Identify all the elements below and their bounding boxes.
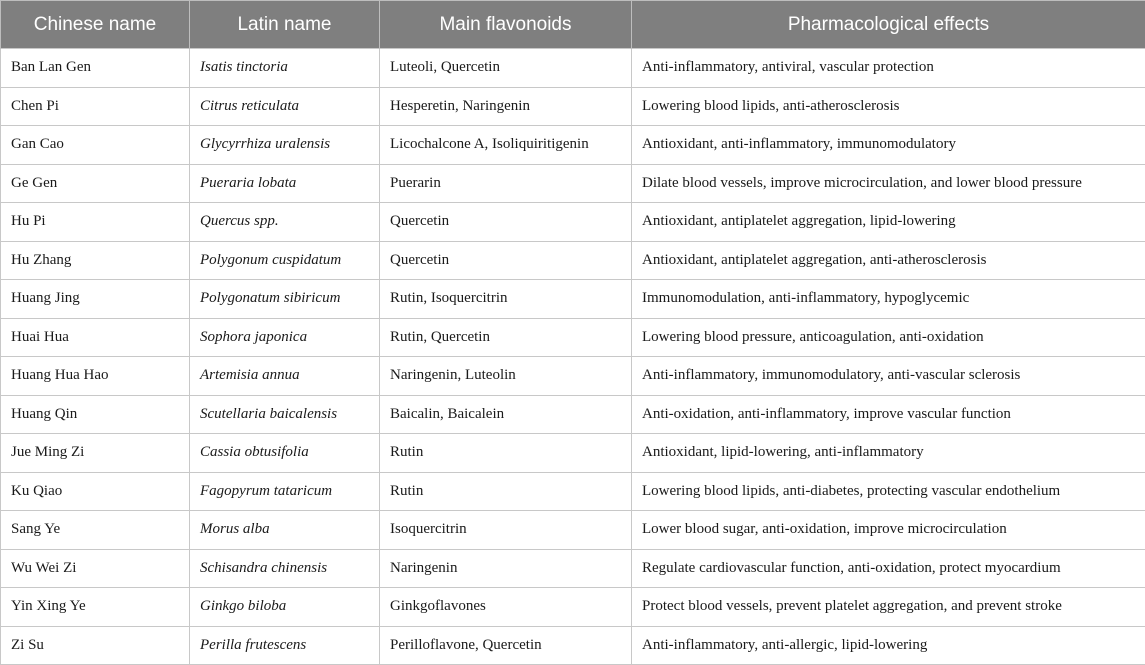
- table-row: [1, 626, 1145, 665]
- header-main-flavonoids: Main flavonoids: [380, 1, 632, 49]
- flavonoids-cell: Quercetin: [380, 203, 632, 242]
- latin-name-cell: Perilla frutescens: [190, 626, 380, 665]
- flavonoids-cell: Rutin: [380, 434, 632, 473]
- latin-name-cell: Quercus spp.: [190, 203, 380, 242]
- effects-cell: Lower blood sugar, anti-oxidation, improve microcirculation: [632, 511, 1145, 550]
- flavonoids-cell: Rutin, Isoquercitrin: [380, 280, 632, 319]
- header-chinese-name: Chinese name: [1, 1, 190, 49]
- chinese-name-cell: Huang Qin: [1, 395, 190, 434]
- latin-name-cell: Glycyrrhiza uralensis: [190, 126, 380, 165]
- effects-cell: Immunomodulation, anti-inflammatory, hypoglycemic: [632, 280, 1145, 319]
- table-row: [1, 588, 1145, 627]
- flavonoids-cell: Hesperetin, Naringenin: [380, 87, 632, 126]
- table-row: [1, 357, 1145, 396]
- table-row: [1, 280, 1145, 319]
- table-row: [1, 203, 1145, 242]
- latin-name-cell: Scutellaria baicalensis: [190, 395, 380, 434]
- effects-cell: Antioxidant, antiplatelet aggregation, anti-atherosclerosis: [632, 241, 1145, 280]
- effects-cell: Anti-inflammatory, antiviral, vascular protection: [632, 49, 1145, 88]
- header-row: [1, 1, 1145, 49]
- chinese-name-cell: Huang Hua Hao: [1, 357, 190, 396]
- chinese-name-cell: Chen Pi: [1, 87, 190, 126]
- table-body: [1, 49, 1145, 665]
- latin-name-cell: Schisandra chinensis: [190, 549, 380, 588]
- effects-cell: Anti-inflammatory, immunomodulatory, anti-vascular sclerosis: [632, 357, 1145, 396]
- chinese-name-cell: Ge Gen: [1, 164, 190, 203]
- table-row: [1, 434, 1145, 473]
- flavonoids-cell: Licochalcone A, Isoliquiritigenin: [380, 126, 632, 165]
- table-row: [1, 395, 1145, 434]
- table-row: [1, 549, 1145, 588]
- chinese-name-cell: Wu Wei Zi: [1, 549, 190, 588]
- effects-cell: Lowering blood lipids, anti-diabetes, protecting vascular endothelium: [632, 472, 1145, 511]
- flavonoids-cell: Naringenin, Luteolin: [380, 357, 632, 396]
- effects-cell: Anti-inflammatory, anti-allergic, lipid-lowering: [632, 626, 1145, 665]
- flavonoids-cell: Rutin: [380, 472, 632, 511]
- table-header: [1, 1, 1145, 49]
- flavonoids-cell: Luteoli, Quercetin: [380, 49, 632, 88]
- effects-cell: Antioxidant, anti-inflammatory, immunomodulatory: [632, 126, 1145, 165]
- effects-cell: Lowering blood pressure, anticoagulation, anti-oxidation: [632, 318, 1145, 357]
- chinese-name-cell: Huai Hua: [1, 318, 190, 357]
- chinese-name-cell: Ban Lan Gen: [1, 49, 190, 88]
- flavonoids-cell: Isoquercitrin: [380, 511, 632, 550]
- table-row: [1, 164, 1145, 203]
- flavonoids-cell: Naringenin: [380, 549, 632, 588]
- flavonoids-cell: Puerarin: [380, 164, 632, 203]
- chinese-name-cell: Jue Ming Zi: [1, 434, 190, 473]
- effects-cell: Antioxidant, lipid-lowering, anti-inflammatory: [632, 434, 1145, 473]
- latin-name-cell: Polygonum cuspidatum: [190, 241, 380, 280]
- table-row: [1, 318, 1145, 357]
- header-latin-name: Latin name: [190, 1, 380, 49]
- latin-name-cell: Morus alba: [190, 511, 380, 550]
- table-row: [1, 87, 1145, 126]
- table-row: [1, 472, 1145, 511]
- chinese-name-cell: Ku Qiao: [1, 472, 190, 511]
- effects-cell: Lowering blood lipids, anti-atherosclerosis: [632, 87, 1145, 126]
- table-row: [1, 126, 1145, 165]
- effects-cell: Anti-oxidation, anti-inflammatory, improve vascular function: [632, 395, 1145, 434]
- flavonoids-cell: Perilloflavone, Quercetin: [380, 626, 632, 665]
- latin-name-cell: Citrus reticulata: [190, 87, 380, 126]
- effects-cell: Antioxidant, antiplatelet aggregation, lipid-lowering: [632, 203, 1145, 242]
- latin-name-cell: Sophora japonica: [190, 318, 380, 357]
- latin-name-cell: Isatis tinctoria: [190, 49, 380, 88]
- table-row: [1, 49, 1145, 88]
- latin-name-cell: Polygonatum sibiricum: [190, 280, 380, 319]
- latin-name-cell: Pueraria lobata: [190, 164, 380, 203]
- table-row: [1, 511, 1145, 550]
- table-row: [1, 241, 1145, 280]
- effects-cell: Regulate cardiovascular function, anti-oxidation, protect myocardium: [632, 549, 1145, 588]
- header-pharmacological-effects: Pharmacological effects: [632, 1, 1145, 49]
- latin-name-cell: Fagopyrum tataricum: [190, 472, 380, 511]
- flavonoids-cell: Ginkgoflavones: [380, 588, 632, 627]
- chinese-name-cell: Gan Cao: [1, 126, 190, 165]
- flavonoids-cell: Rutin, Quercetin: [380, 318, 632, 357]
- effects-cell: Protect blood vessels, prevent platelet aggregation, and prevent stroke: [632, 588, 1145, 627]
- effects-cell: Dilate blood vessels, improve microcirculation, and lower blood pressure: [632, 164, 1145, 203]
- chinese-name-cell: Yin Xing Ye: [1, 588, 190, 627]
- chinese-name-cell: Huang Jing: [1, 280, 190, 319]
- chinese-name-cell: Hu Zhang: [1, 241, 190, 280]
- latin-name-cell: Artemisia annua: [190, 357, 380, 396]
- chinese-name-cell: Sang Ye: [1, 511, 190, 550]
- latin-name-cell: Cassia obtusifolia: [190, 434, 380, 473]
- latin-name-cell: Ginkgo biloba: [190, 588, 380, 627]
- flavonoids-cell: Quercetin: [380, 241, 632, 280]
- chinese-name-cell: Hu Pi: [1, 203, 190, 242]
- flavonoids-cell: Baicalin, Baicalein: [380, 395, 632, 434]
- chinese-name-cell: Zi Su: [1, 626, 190, 665]
